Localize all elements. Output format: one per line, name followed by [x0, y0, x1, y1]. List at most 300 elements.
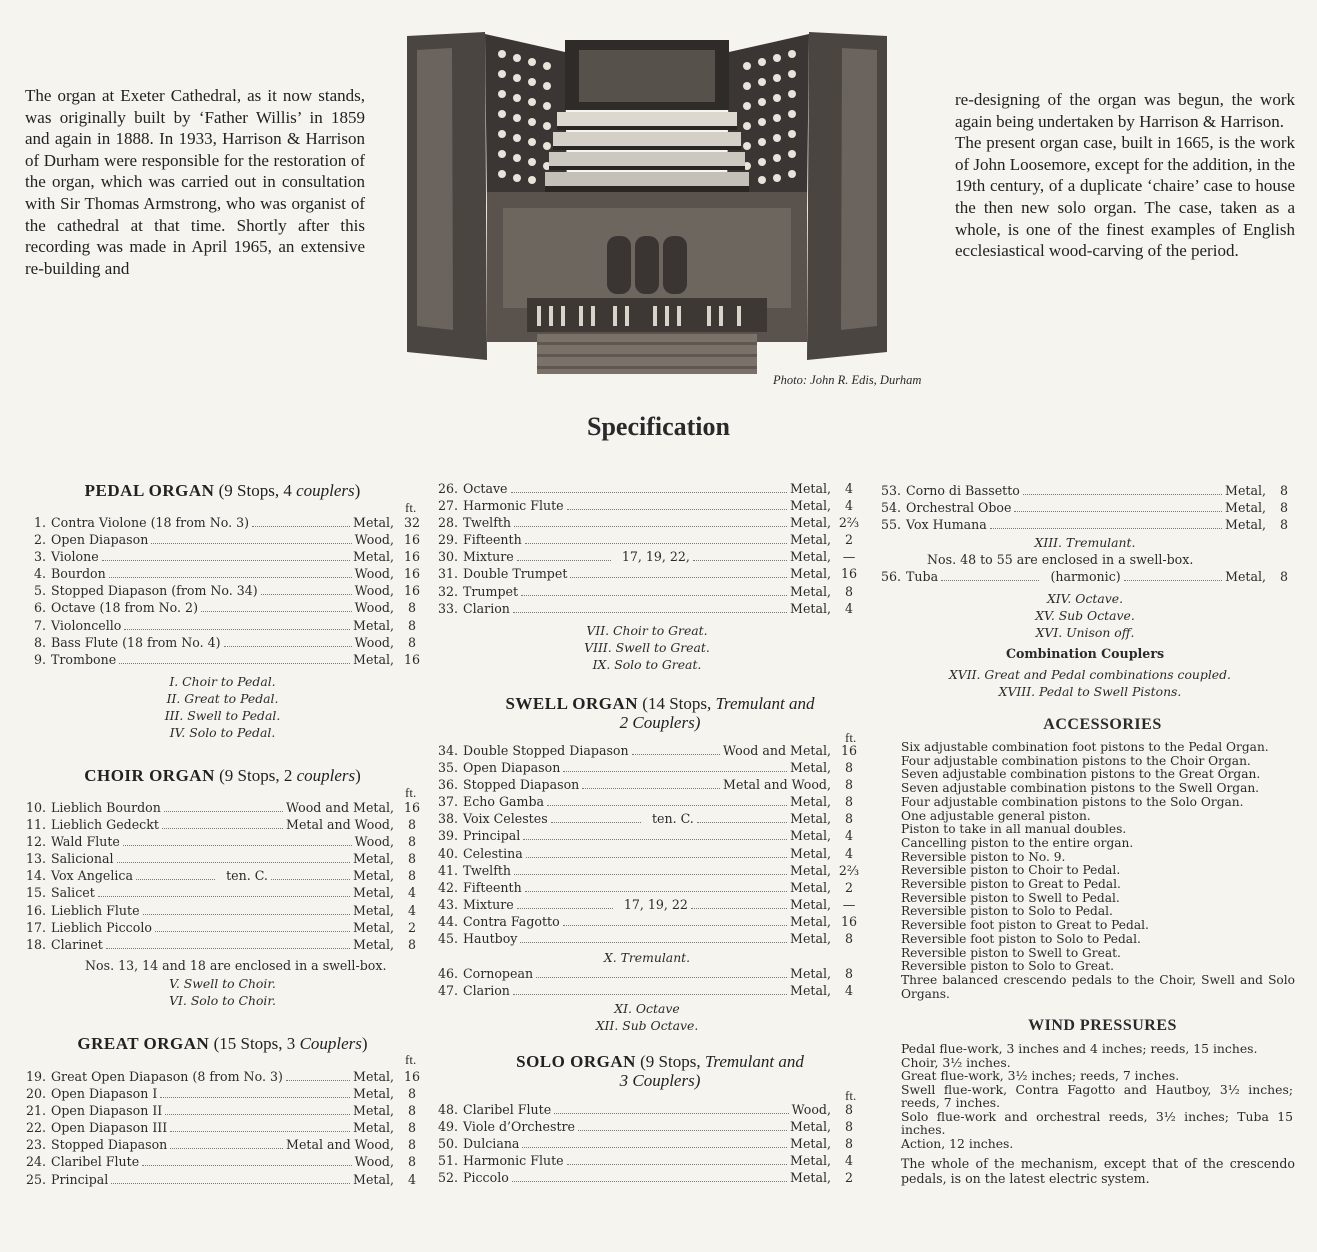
stop-row	[437, 966, 867, 983]
accessory-item: Cancelling piston to the entire organ.	[901, 835, 1134, 850]
leader-dots	[525, 543, 787, 544]
stop-pitch: —	[842, 896, 856, 912]
stop-pitch: 4	[407, 902, 416, 918]
accessory-item: One adjustable general piston.	[901, 808, 1091, 823]
coupler-item: IX. Solo to Great.	[592, 657, 702, 672]
leader-dots	[252, 526, 350, 527]
stop-row	[25, 885, 430, 902]
coupler-item: II. Great to Pedal.	[166, 691, 279, 706]
wind-pressures-list	[901, 1042, 1293, 1150]
stop-material: Metal,	[790, 498, 831, 514]
stop-pitch: 4	[407, 885, 416, 901]
stop-row	[437, 549, 867, 566]
stop-pitch: 8	[844, 1102, 853, 1117]
wind-item: Action, 12 inches.	[901, 1135, 1014, 1151]
stop-number: 27.	[437, 498, 458, 514]
stop-material: Wood,	[354, 583, 394, 599]
great-couplers	[437, 622, 857, 673]
stop-pitch: 4	[844, 845, 853, 861]
stop-material: Wood,	[354, 532, 394, 548]
leader-dots	[106, 948, 350, 949]
stop-name: Dulciana	[463, 1136, 520, 1152]
stop-material: Metal,	[790, 515, 831, 531]
stop-number: 38.	[437, 811, 458, 827]
stop-row	[437, 897, 867, 914]
stop-name: Vox Humana	[906, 517, 987, 533]
stop-material: Wood,	[354, 1154, 394, 1170]
stop-pitch: 4	[407, 1171, 416, 1187]
stop-number: 21.	[25, 1103, 46, 1119]
stop-row	[25, 1069, 430, 1086]
accessory-item: Three balanced crescendo pedals to the Choir, Swell and Solo Organs.	[901, 972, 1295, 1001]
stop-number: 52.	[437, 1170, 458, 1186]
stop-pitch: 2	[844, 1170, 853, 1186]
stop-number: 17.	[25, 919, 46, 935]
choir-organ-heading: CHOIR ORGAN (9 Stops, 2 couplers)	[84, 766, 361, 785]
stop-pitch: 8	[844, 1119, 853, 1135]
stop-pitch: 16	[840, 566, 858, 582]
stop-row	[25, 817, 430, 834]
stop-material: Metal,	[790, 549, 831, 565]
intro-right-text-1: re-designing of the organ was begun, the work again being undertaken by Harrison & Harrison.	[955, 90, 1295, 131]
stop-name: Principal	[51, 1171, 109, 1187]
stop-name: Clarion	[463, 983, 510, 999]
stop-number: 22.	[25, 1120, 46, 1136]
stop-number: 46.	[437, 966, 458, 981]
stop-number: 40.	[437, 845, 458, 861]
stop-name: Twelfth	[463, 862, 512, 878]
stop-pitch: 32	[403, 515, 421, 530]
stop-material: Metal,	[790, 760, 831, 776]
leader-dots	[1124, 580, 1222, 581]
stop-number: 7.	[33, 617, 46, 633]
stop-number: 25.	[25, 1171, 46, 1187]
stop-row	[437, 931, 867, 948]
stop-material: Metal,	[353, 1069, 394, 1084]
leader-dots	[109, 577, 352, 578]
coupler-item: VIII. Swell to Great.	[584, 640, 710, 655]
leader-dots	[162, 828, 283, 829]
leader-dots	[143, 914, 351, 915]
stop-name: Principal	[463, 828, 521, 844]
stop-name: Tuba	[906, 569, 939, 584]
choir-note: Nos. 13, 14 and 18 are enclosed in a swell-box.	[85, 958, 387, 973]
stop-material: Metal,	[1225, 483, 1266, 498]
stop-row	[437, 743, 867, 760]
stop-material: Metal,	[790, 566, 831, 582]
stop-row	[25, 1103, 430, 1120]
stop-number: 48.	[437, 1102, 458, 1117]
stop-row	[25, 800, 430, 817]
leader-dots	[513, 612, 787, 613]
stop-material: Metal,	[790, 966, 831, 981]
stop-pitch: 8	[407, 834, 416, 850]
stop-material: Metal,	[790, 828, 831, 844]
stop-material: Metal,	[353, 617, 394, 633]
stop-pitch: 4	[844, 481, 853, 496]
stop-pitch: —	[842, 549, 856, 565]
stop-detail: ten. C.	[651, 811, 694, 827]
intro-right-text-2: The present organ case, built in 1665, is the work of John Loosemore, except for the addition, in the 19th century, of a duplicate ‘chaire’ case to house the then new solo organ. The case, taken as a whole, is one of the finest examples of English ecclesiastical wood-carving of the period.	[955, 133, 1295, 261]
stop-row	[880, 483, 1302, 500]
stop-pitch: 8	[407, 851, 416, 867]
ft-label: ft.	[405, 1052, 417, 1067]
stop-row	[25, 1120, 430, 1137]
ft-label: ft.	[405, 785, 417, 800]
swell-couplers	[437, 1000, 857, 1034]
coupler-item: V. Swell to Choir.	[169, 976, 276, 991]
choir-stops	[25, 800, 430, 954]
stop-pitch: 8	[407, 936, 416, 952]
stop-number: 6.	[33, 600, 46, 616]
stop-name: Orchestral Oboe	[906, 500, 1012, 516]
stop-pitch: 2⅔	[838, 515, 860, 531]
stop-name: Hautboy	[463, 931, 518, 947]
stop-pitch: 8	[844, 931, 853, 947]
stop-number: 8.	[33, 634, 46, 650]
stop-material: Metal,	[353, 851, 394, 867]
stop-row	[25, 937, 430, 954]
stop-material: Metal,	[353, 1086, 394, 1102]
stop-pitch: 8	[1279, 483, 1288, 498]
leader-dots	[224, 646, 352, 647]
stop-number: 23.	[25, 1137, 46, 1153]
stop-material: Metal,	[353, 1171, 394, 1187]
leader-dots	[111, 1183, 350, 1184]
accessory-item: Reversible foot piston to Great to Pedal.	[901, 918, 1149, 933]
coupler-item: VI. Solo to Choir.	[169, 993, 276, 1008]
stop-name: Bass Flute (18 from No. 4)	[51, 634, 221, 650]
stop-number: 19.	[25, 1069, 46, 1084]
stop-name: Stopped Diapason	[51, 1137, 168, 1153]
stop-number: 33.	[437, 600, 458, 616]
leader-dots	[513, 994, 787, 995]
combination-couplers	[880, 666, 1300, 700]
stop-row	[437, 481, 867, 498]
stop-name: Bourdon	[51, 566, 106, 582]
stop-name: Contra Fagotto	[463, 913, 560, 929]
stop-detail: (harmonic)	[1050, 569, 1121, 584]
stop-pitch: 8	[407, 1103, 416, 1119]
accessories-list	[901, 741, 1295, 1001]
stop-pitch: 8	[844, 1136, 853, 1152]
stop-pitch: 16	[840, 743, 858, 758]
stop-name: Violoncello	[51, 617, 122, 633]
stop-number: 39.	[437, 828, 458, 844]
stop-row	[437, 794, 867, 811]
stop-row	[25, 1154, 430, 1171]
leader-dots	[522, 1147, 787, 1148]
stop-material: Wood,	[354, 566, 394, 582]
coupler-item: XV. Sub Octave.	[1035, 608, 1135, 623]
accessory-item: Seven adjustable combination pistons to the Swell Organ.	[901, 781, 1260, 796]
stop-number: 14.	[25, 868, 46, 884]
accessory-item: Reversible foot piston to Solo to Pedal.	[901, 931, 1141, 946]
stop-material: Metal,	[353, 885, 394, 901]
leader-dots	[164, 811, 283, 812]
stop-pitch: 16	[403, 583, 421, 599]
leader-dots	[119, 663, 350, 664]
stop-material: Metal,	[790, 983, 831, 999]
stop-name: Double Stopped Diapason	[463, 743, 629, 758]
stop-name: Lieblich Piccolo	[51, 919, 152, 935]
stop-name: Octave	[463, 481, 508, 496]
stop-material: Metal,	[790, 532, 831, 548]
stop-name: Lieblich Flute	[51, 902, 140, 918]
stop-number: 1.	[33, 515, 46, 530]
stop-number: 13.	[25, 851, 46, 867]
stop-number: 53.	[880, 483, 901, 498]
leader-dots	[563, 925, 787, 926]
stop-material: Metal,	[353, 549, 394, 565]
stop-material: Wood,	[354, 600, 394, 616]
leader-dots	[1014, 511, 1222, 512]
pedal-stops	[25, 515, 430, 669]
stop-pitch: 8	[407, 600, 416, 616]
stop-row	[437, 880, 867, 897]
stop-name: Stopped Diapason (from No. 34)	[51, 583, 258, 599]
stop-number: 51.	[437, 1153, 458, 1169]
stop-name: Lieblich Gedeckt	[51, 817, 159, 833]
leader-dots	[567, 509, 787, 510]
accessory-item: Reversible piston to Great to Pedal.	[901, 877, 1121, 892]
stop-number: 49.	[437, 1119, 458, 1135]
stop-name: Claribel Flute	[463, 1102, 552, 1117]
coupler-item: XII. Sub Octave.	[595, 1018, 699, 1033]
stop-row	[25, 635, 430, 652]
stop-number: 9.	[33, 651, 46, 667]
stop-name: Salicet	[51, 885, 95, 901]
stop-material: Metal,	[1225, 500, 1266, 516]
wind-item: Great flue-work, 3½ inches; reeds, 7 inches.	[901, 1068, 1180, 1083]
leader-dots	[98, 896, 350, 897]
stop-material: Metal,	[790, 1119, 831, 1135]
stop-row	[437, 863, 867, 880]
solo-stops-a	[437, 1102, 867, 1187]
stop-number: 32.	[437, 583, 458, 599]
stop-detail: 17, 19, 22	[623, 896, 688, 912]
wind-item: Pedal flue-work, 3 inches and 4 inches; reeds, 15 inches.	[901, 1041, 1258, 1056]
stop-pitch: 16	[403, 532, 421, 548]
coupler-item: XVI. Unison off.	[1035, 625, 1135, 640]
stop-material: Metal,	[353, 919, 394, 935]
stop-pitch: 2	[407, 919, 416, 935]
stop-material: Metal,	[353, 515, 394, 530]
accessory-item: Reversible piston to No. 9.	[901, 849, 1066, 864]
stop-row	[25, 515, 430, 532]
stop-material: Metal,	[790, 583, 831, 599]
accessory-item: Reversible piston to Solo to Pedal.	[901, 904, 1113, 919]
stop-pitch: 4	[844, 498, 853, 514]
stop-row	[25, 920, 430, 937]
stop-name: Claribel Flute	[51, 1154, 140, 1170]
ft-label: ft.	[845, 730, 857, 745]
stop-row	[437, 777, 867, 794]
stop-row	[25, 1137, 430, 1154]
stop-material: Metal,	[353, 1103, 394, 1119]
leader-dots	[512, 1181, 787, 1182]
leader-dots	[261, 594, 352, 595]
accessory-item: Reversible piston to Solo to Great.	[901, 959, 1114, 974]
stop-name: Open Diapason II	[51, 1103, 163, 1119]
stop-material: Metal,	[353, 868, 394, 884]
stop-number: 47.	[437, 983, 458, 999]
great-stops-b	[437, 481, 867, 618]
great-organ-heading: GREAT ORGAN (15 Stops, 3 Couplers)	[77, 1034, 368, 1053]
stop-row	[437, 601, 867, 618]
stop-number: 30.	[437, 549, 458, 565]
stop-pitch: 8	[844, 794, 853, 810]
ft-label: ft.	[845, 1088, 857, 1103]
stop-row	[25, 652, 430, 669]
leader-dots	[514, 874, 787, 875]
stop-row	[437, 1170, 867, 1187]
stop-name: Open Diapason I	[51, 1086, 158, 1102]
accessory-item: Six adjustable combination foot pistons to the Pedal Organ.	[901, 740, 1269, 754]
stop-name: Trombone	[51, 651, 117, 667]
wind-item: Swell flue-work, Contra Fagotto and Hautboy, 3½ inches; reeds, 7 inches.	[901, 1081, 1293, 1110]
wind-item: Choir, 3½ inches.	[901, 1054, 1011, 1070]
stop-row	[880, 500, 1302, 517]
stop-pitch: 4	[844, 828, 853, 844]
leader-dots	[1023, 494, 1222, 495]
stop-row	[437, 983, 867, 1000]
stop-number: 41.	[437, 862, 458, 878]
stop-pitch: 8	[1279, 500, 1288, 516]
photo-credit: Photo: John R. Edis, Durham	[773, 373, 922, 387]
leader-dots	[525, 891, 787, 892]
leader-dots	[201, 611, 352, 612]
stop-pitch: 8	[844, 777, 853, 793]
stop-material: Wood,	[791, 1102, 831, 1117]
accessory-item: Piston to take in all manual doubles.	[901, 822, 1127, 837]
stop-pitch: 16	[840, 913, 858, 929]
stop-material: Metal,	[353, 902, 394, 918]
swell-stops-a	[437, 743, 867, 948]
stop-row	[437, 566, 867, 583]
wind-pressures-title: WIND PRESSURES	[1028, 1017, 1177, 1034]
solo-couplers	[880, 590, 1290, 641]
mechanism-note: The whole of the mechanism, except that of the crescendo pedals, is on the latest electric system.	[901, 1156, 1295, 1186]
stop-pitch: 8	[1279, 517, 1288, 533]
stop-number: 10.	[25, 800, 46, 815]
leader-dots	[941, 580, 1039, 581]
stop-row	[25, 600, 430, 617]
stop-pitch: 8	[407, 868, 416, 884]
stop-name: Twelfth	[463, 515, 512, 531]
leader-dots	[286, 1080, 350, 1081]
stop-pitch: 2	[844, 532, 853, 548]
stop-number: 28.	[437, 515, 458, 531]
leader-dots	[523, 839, 787, 840]
stop-row	[437, 498, 867, 515]
stop-number: 12.	[25, 834, 46, 850]
accessory-item: Four adjustable combination pistons to the Solo Organ.	[901, 794, 1244, 809]
accessory-item: Seven adjustable combination pistons to the Great Organ.	[901, 767, 1261, 782]
stop-number: 56.	[880, 569, 901, 584]
leader-dots	[570, 577, 787, 578]
intro-left	[25, 85, 365, 279]
stop-pitch: 8	[407, 634, 416, 650]
stop-material: Metal,	[790, 913, 831, 929]
stop-pitch: 16	[403, 566, 421, 582]
leader-dots	[514, 526, 787, 527]
swell-tremulant: X. Tremulant.	[603, 950, 691, 965]
coupler-item: XVII. Great and Pedal combinations coupled.	[948, 667, 1232, 682]
stop-material: Metal and Wood,	[723, 777, 831, 793]
stop-pitch: 4	[844, 600, 853, 616]
stop-number: 36.	[437, 777, 458, 793]
leader-dots	[136, 879, 215, 880]
stop-material: Metal,	[1225, 517, 1266, 533]
intro-left-text: The organ at Exeter Cathedral, as it now stands, was originally built by ‘Father Willis’ in 1859 and again in 1888. In 1933, Harrison & Harrison of Durham were responsible for the restoration of the organ, which was carried out in consultation with Sir Thomas Armstrong, who was organist of the cathedral at that time. Shortly after this recording was made in April 1965, an extensive re-building and	[25, 86, 365, 278]
stop-pitch: 8	[844, 760, 853, 776]
stop-material: Metal,	[790, 794, 831, 810]
stop-name: Open Diapason	[51, 532, 149, 548]
stop-row	[25, 851, 430, 868]
stop-material: Wood,	[354, 634, 394, 650]
leader-dots	[520, 942, 787, 943]
accessory-item: Reversible piston to Swell to Great.	[901, 945, 1121, 960]
stop-pitch: 8	[1280, 569, 1289, 584]
leader-dots	[123, 845, 352, 846]
leader-dots	[567, 1164, 787, 1165]
stop-pitch: 8	[844, 966, 853, 981]
stop-row	[437, 515, 867, 532]
stop-name: Contra Violone (18 from No. 3)	[51, 515, 250, 530]
stop-material: Metal,	[353, 1120, 394, 1136]
stop-detail: 17, 19, 22,	[621, 549, 690, 565]
great-stops-a	[25, 1069, 430, 1189]
leader-dots	[517, 908, 613, 909]
stop-row	[25, 549, 430, 566]
stop-material: Metal,	[790, 845, 831, 861]
stop-row	[437, 1153, 867, 1170]
stop-name: Open Diapason III	[51, 1120, 168, 1136]
stop-number: 24.	[25, 1154, 46, 1170]
pedal-couplers	[25, 673, 420, 741]
stop-material: Metal,	[353, 936, 394, 952]
stop-pitch: 4	[844, 983, 853, 999]
leader-dots	[632, 754, 720, 755]
specification-title: Specification	[587, 412, 730, 441]
stop-material: Metal,	[790, 481, 831, 496]
accessory-item: Four adjustable combination pistons to the Choir Organ.	[901, 753, 1251, 768]
stop-number: 11.	[25, 817, 46, 833]
leader-dots	[160, 1097, 350, 1098]
stop-name: Celestina	[463, 845, 523, 861]
coupler-item: XIV. Octave.	[1046, 591, 1124, 606]
choir-couplers	[25, 975, 420, 1009]
stop-name: Fifteenth	[463, 879, 522, 895]
stop-row	[880, 517, 1302, 534]
stop-row	[437, 584, 867, 601]
stop-row	[437, 914, 867, 931]
stop-number: 20.	[25, 1086, 46, 1102]
stop-name: Wald Flute	[51, 834, 120, 850]
stop-row	[25, 566, 430, 583]
leader-dots	[142, 1165, 352, 1166]
stop-number: 16.	[25, 902, 46, 918]
stop-material: Metal,	[790, 879, 831, 895]
coupler-item: VII. Choir to Great.	[586, 623, 708, 638]
stop-name: Voix Celestes	[463, 811, 548, 827]
stop-pitch: 8	[407, 1120, 416, 1136]
stop-material: Metal,	[1225, 569, 1267, 584]
stop-name: Fifteenth	[463, 532, 522, 548]
leader-dots	[582, 788, 720, 789]
coupler-item: IV. Solo to Pedal.	[169, 725, 276, 740]
